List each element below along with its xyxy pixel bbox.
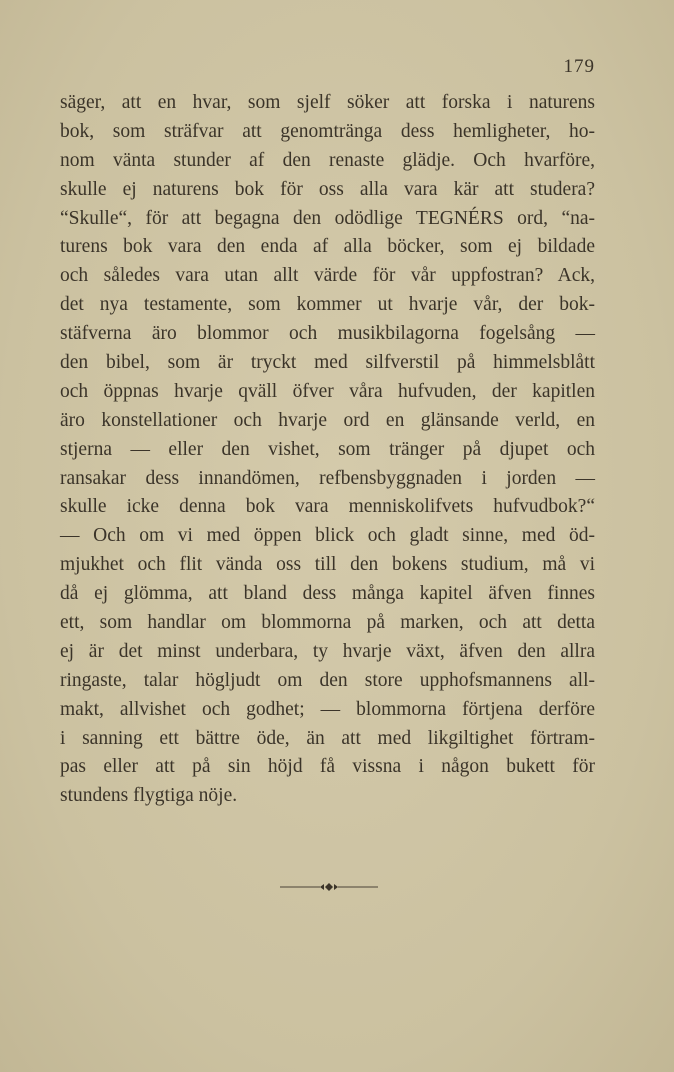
page-number: 179 xyxy=(563,56,595,77)
text-line: nom vänta stunder af den renaste glädje. Och hvarföre, xyxy=(60,149,595,171)
text-line: det nya testamente, som kommer ut hvarje vår, der bok- xyxy=(60,294,595,316)
text-line: ej är det minst underbara, ty hvarje växt, äfven den allra xyxy=(60,640,595,662)
text-line: ransakar dess innandömen, refbensbyggnaden i jorden — xyxy=(60,467,595,489)
text-line: — Och om vi med öppen blick och gladt sinne, med öd- xyxy=(60,525,595,547)
text-line: ett, som handlar om blommorna på marken, och att detta xyxy=(60,612,595,634)
text-line: och öppnas hvarje qväll öfver våra hufvuden, der kapitlen xyxy=(60,380,595,402)
text-line: bok, som sträfvar att genomtränga dess hemligheter, ho- xyxy=(60,120,595,142)
text-line: och således vara utan allt värde för vår uppfostran? Ack, xyxy=(60,265,595,287)
text-line: stjerna — eller den vishet, som tränger på djupet och xyxy=(60,438,595,460)
text-line: äro konstellationer och hvarje ord en glänsande verld, en xyxy=(60,409,595,431)
text-line: pas eller att på sin höjd få vissna i någon bukett för xyxy=(60,756,595,778)
text-line: ringaste, talar högljudt om den store upphofsmannens all- xyxy=(60,669,595,691)
text-line: skulle icke denna bok vara menniskolifvets hufvudbok?“ xyxy=(60,496,595,518)
text-line: “Skulle“, för att begagna den odödlige TEGNÉRS ord, “na- xyxy=(60,207,595,229)
text-line: i sanning ett bättre öde, än att med likgiltighet förtram- xyxy=(60,727,595,749)
text-line: då ej glömma, att bland dess många kapitel äfven finnes xyxy=(60,583,595,605)
text-line: makt, allvishet och godhet; — blommorna förtjena derföre xyxy=(60,698,595,720)
text-line: stäfverna äro blommor och musikbilagorna fogelsång — xyxy=(60,323,595,345)
text-line: stundens flygtiga nöje. xyxy=(60,785,238,807)
text-line: mjukhet och flit vända oss till den bokens studium, må vi xyxy=(60,554,595,576)
text-line: säger, att en hvar, som sjelf söker att forska i naturens xyxy=(60,92,595,113)
ornament-divider-icon xyxy=(280,880,378,894)
text-line: den bibel, som är tryckt med silfverstil på himmelsblått xyxy=(60,352,595,374)
text-line: turens bok vara den enda af alla böcker, som ej bildade xyxy=(60,236,595,258)
body-text xyxy=(60,89,595,811)
text-line: skulle ej naturens bok för oss alla vara kär att studera? xyxy=(60,178,595,200)
